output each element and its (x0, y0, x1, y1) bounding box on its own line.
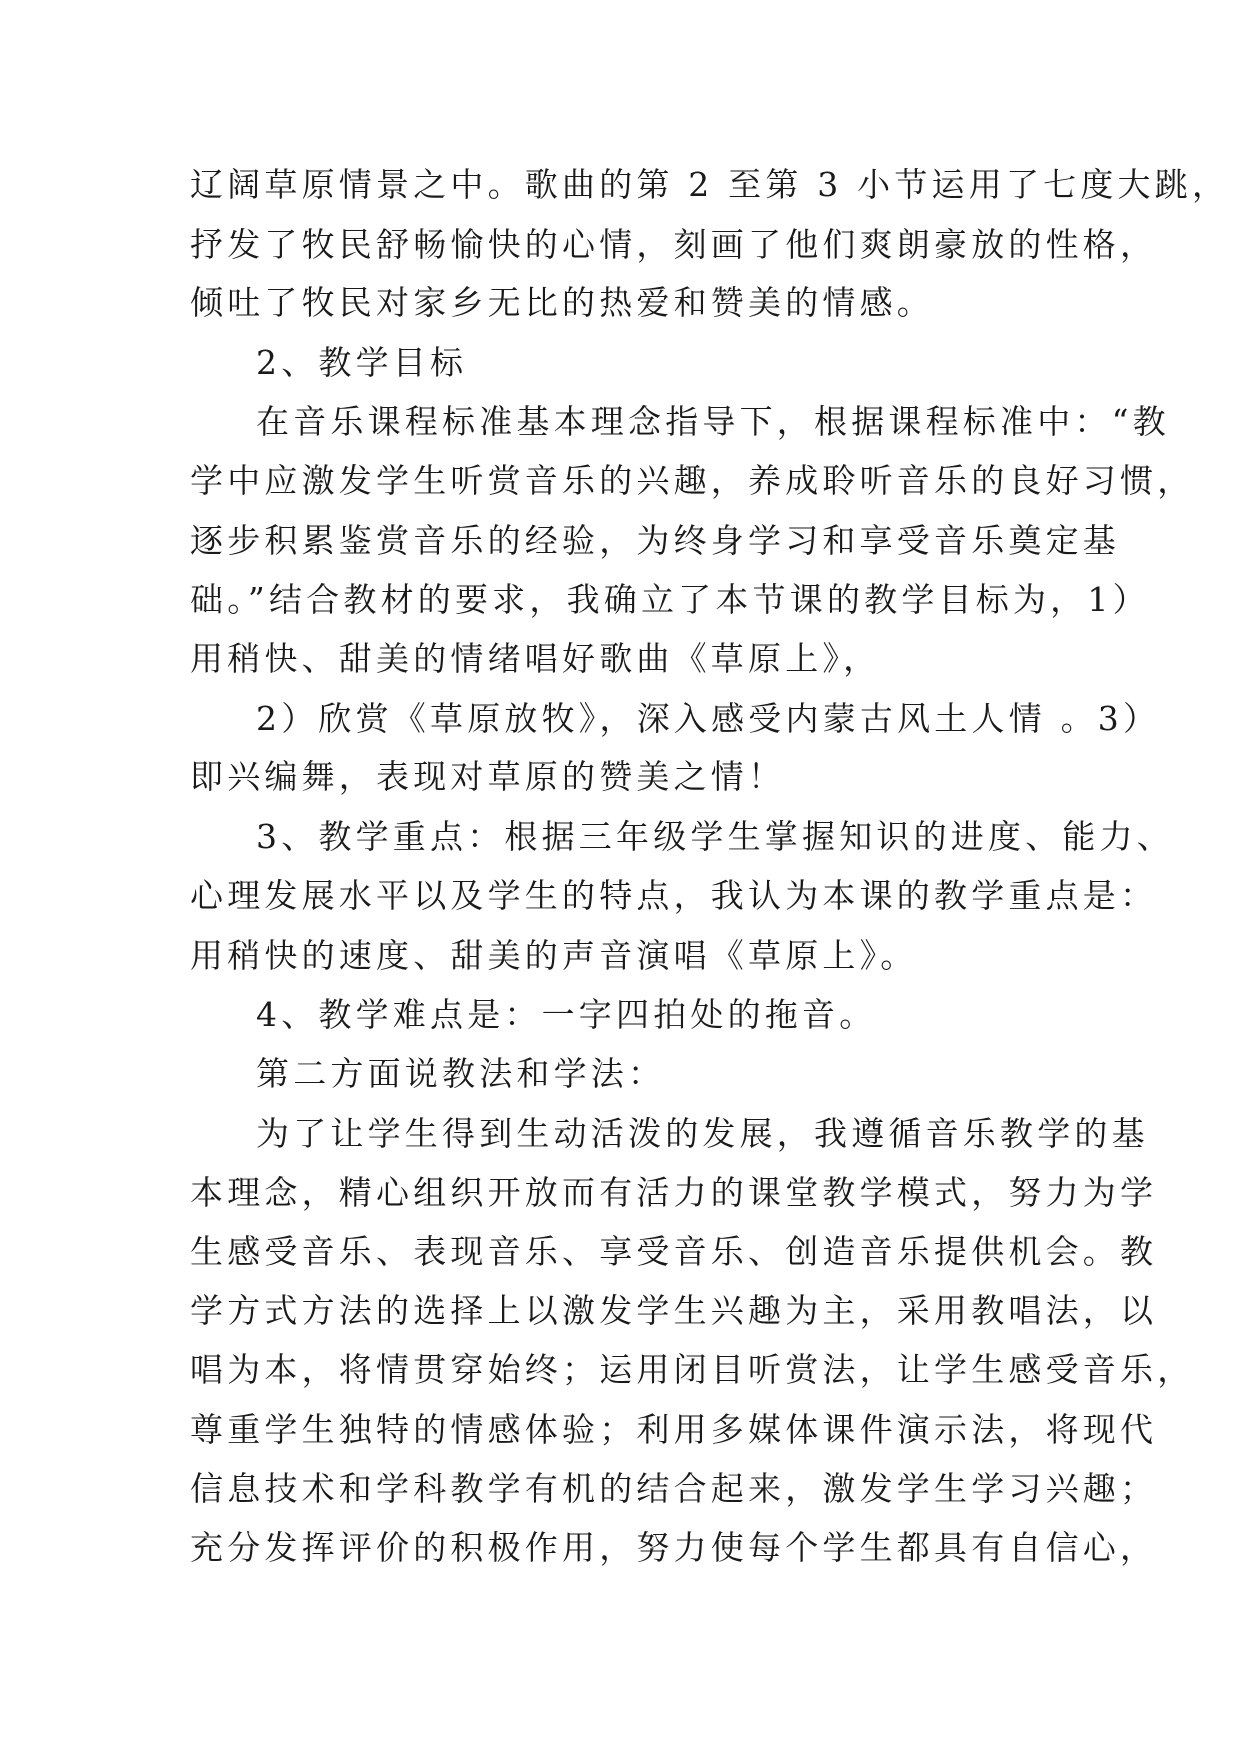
text-line: 4、教学难点是：一字四拍处的拖音。 (256, 995, 877, 1034)
text-line: 逐步积累鉴赏音乐的经验，为终身学习和享受音乐奠定基 (190, 521, 1120, 560)
section-heading: 2、教学目标 (256, 343, 468, 382)
text-line: 学中应激发学生听赏音乐的兴趣，养成聆听音乐的良好习惯， (190, 461, 1195, 500)
text-line: 充分发挥评价的积极作用，努力使每个学生都具有自信心， (190, 1528, 1158, 1567)
text-line: 尊重学生独特的情感体验；利用多媒体课件演示法，将现代 (190, 1410, 1158, 1449)
text-line: 用稍快的速度、甜美的声音演唱《草原上》。 (190, 936, 918, 975)
text-line: 在音乐课程标准基本理念指导下，根据课程标准中：“教 (256, 402, 1170, 441)
text-line: 抒发了牧民舒畅愉快的心情，刻画了他们爽朗豪放的性格， (190, 225, 1158, 264)
text-line: 为了让学生得到生动活泼的发展，我遵循音乐教学的基 (256, 1114, 1149, 1153)
text-line: 础。”结合教材的要求，我确立了本节课的教学目标为，1） (190, 580, 1150, 619)
text-line: 倾吐了牧民对家乡无比的热爱和赞美的情感。 (190, 283, 934, 322)
section-heading: 第二方面说教法和学法： (256, 1054, 666, 1093)
text-line: 心理发展水平以及学生的特点，我认为本课的教学重点是： (190, 876, 1158, 915)
text-line: 3、教学重点：根据三年级学生掌握知识的进度、能力、 (256, 817, 1174, 856)
text-line: 唱为本，将情贯穿始终；运用闭目听赏法，让学生感受音乐， (190, 1350, 1195, 1389)
text-line: 本理念，精心组织开放而有活力的课堂教学模式，努力为学 (190, 1173, 1158, 1212)
text-line: 信息技术和学科教学有机的结合起来，激发学生学习兴趣； (190, 1469, 1158, 1508)
text-line: 学方式方法的选择上以激发学生兴趣为主，采用教唱法，以 (190, 1291, 1158, 1330)
text-line: 2）欣赏《草原放牧》，深入感受内蒙古风土人情 。3） (256, 699, 1161, 738)
text-line: 辽阔草原情景之中。歌曲的第 2 至第 3 小节运用了七度大跳， (190, 165, 1230, 204)
text-line: 即兴编舞，表现对草原的赞美之情！ (190, 757, 786, 796)
text-line: 用稍快、甜美的情绪唱好歌曲《草原上》， (190, 639, 881, 678)
text-line: 生感受音乐、表现音乐、享受音乐、创造音乐提供机会。教 (190, 1232, 1158, 1271)
